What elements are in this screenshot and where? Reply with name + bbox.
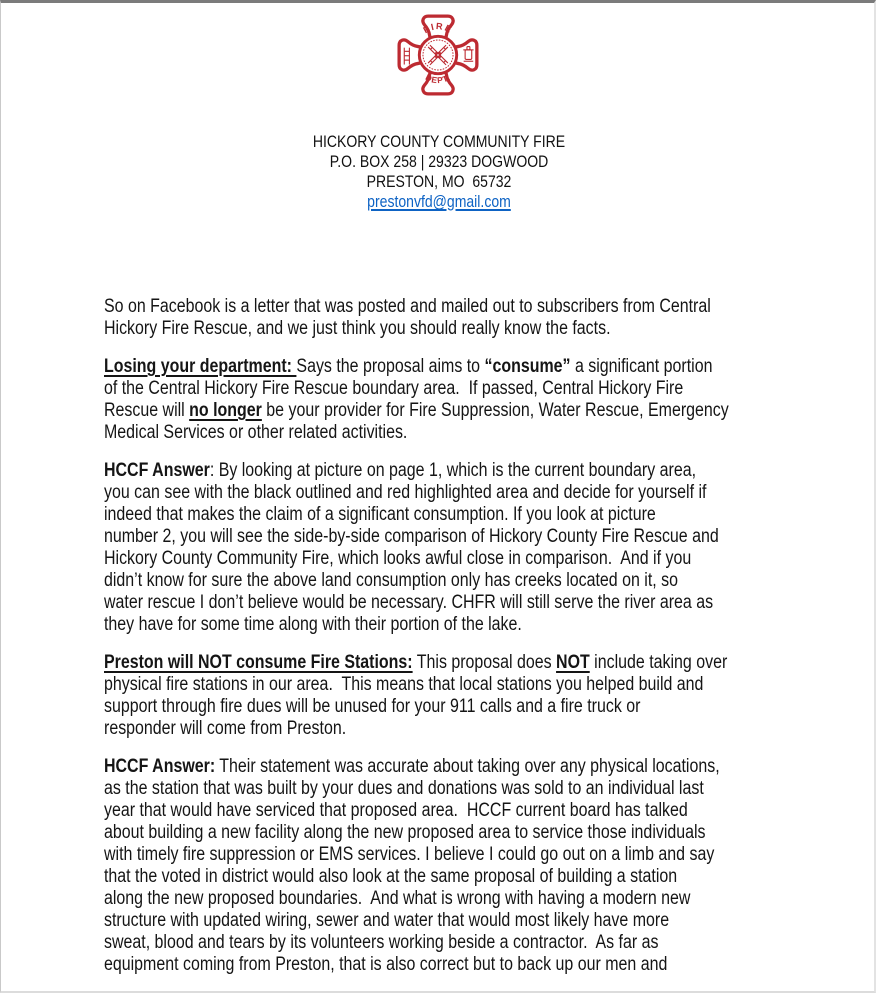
body-text: water rescue I don’t believe would be necessary. CHFR will still serve the river area as (104, 592, 714, 613)
letter-body (104, 296, 784, 992)
fire-dept-logo (394, 11, 482, 99)
text-line (104, 422, 784, 444)
body-text: they have for some time along with their portion of the lake. (104, 614, 522, 635)
body-text: number 2, you will see the side-by-side comparison of Hickory County Fire Rescue and (104, 526, 719, 547)
text-line (104, 778, 784, 800)
emphasis-text: no longer (189, 400, 262, 421)
text-line (104, 400, 784, 422)
body-text: indeed that makes the claim of a significant consumption. If you look at picture (104, 504, 656, 525)
body-text: So on Facebook is a letter that was posted and mailed out to subscribers from Central (104, 296, 711, 317)
text-line (104, 888, 784, 910)
body-text: include taking over (589, 652, 728, 673)
text-line (104, 696, 784, 718)
body-text: about building a new facility along the new proposed area to service those individuals (104, 822, 706, 843)
center-ring (419, 36, 456, 73)
org-name: HICKORY COUNTY COMMUNITY FIRE (312, 133, 566, 151)
text-line (104, 318, 784, 340)
body-text: structure with updated wiring, sewer and water that would most likely have more (104, 910, 670, 931)
body-text: physical fire stations in our area. This means that local stations you helped build and (104, 674, 704, 695)
text-line (104, 548, 784, 570)
text-line (104, 592, 784, 614)
emphasis-text: NOT (556, 652, 590, 673)
text-line (104, 674, 784, 696)
text-line (104, 570, 784, 592)
text-line (104, 614, 784, 636)
body-text: that the voted in district would also look at the same proposal of building a station (104, 866, 678, 887)
text-line (104, 800, 784, 822)
text-line (104, 954, 784, 976)
text-line (104, 844, 784, 866)
body-text: Hickory County Community Fire, which looks awful close in comparison. And if you (104, 548, 692, 569)
logo-fire-text: FIRE (421, 21, 454, 36)
body-text: year that would have serviced that proposed area. HCCF current board has talked (104, 800, 688, 821)
body-text: a significant portion (570, 356, 713, 377)
body-text: Their statement was accurate about taking over any physical locations, (215, 756, 720, 777)
text-line (104, 460, 784, 482)
body-text: Medical Services or other related activities. (104, 422, 408, 443)
emphasis-text: Preston will NOT consume Fire Stations: (104, 652, 413, 673)
body-text: Rescue will (104, 400, 190, 421)
text-line (104, 296, 784, 318)
body-text: with timely fire suppression or EMS services. I believe I could go out on a limb and say (104, 844, 715, 865)
text-line (104, 378, 784, 400)
body-text: responder will come from Preston. (104, 718, 347, 739)
text-line (104, 718, 784, 740)
body-text: Hickory Fire Rescue, and we just think you should really know the facts. (104, 318, 611, 339)
emphasis-text: Losing your department: (104, 356, 297, 377)
text-line (104, 756, 784, 778)
body-text: you can see with the black outlined and red highlighted area and decide for yourself if (104, 482, 707, 503)
body-text: as the station that was built by your dues and donations was sold to an individual last (104, 778, 704, 799)
text-line (104, 866, 784, 888)
email-link[interactable]: prestonvfd@gmail.com (367, 193, 511, 211)
body-text: Says the proposal aims to (296, 356, 485, 377)
paragraph (104, 296, 784, 340)
body-text: equipment coming from Preston, that is also correct but to back up our men and (104, 954, 668, 975)
text-line (104, 482, 784, 504)
city-state-zip: PRESTON, MO 65732 (366, 173, 512, 191)
bold-text: HCCF Answer (104, 460, 210, 481)
bold-text: HCCF Answer: (104, 756, 216, 777)
logo-dept-text: DEPT. (423, 72, 452, 86)
body-text: didn’t know for sure the above land consumption only has creeks located on it, so (104, 570, 679, 591)
text-line (104, 932, 784, 954)
paragraph (104, 652, 784, 740)
paragraph (104, 356, 784, 444)
address-line: P.O. BOX 258 | 29323 DOGWOOD (329, 153, 549, 171)
text-line (104, 822, 784, 844)
body-text: : By looking at picture on page 1, which is the current boundary area, (209, 460, 697, 481)
bold-text: “consume” (484, 356, 571, 377)
letterhead (67, 132, 812, 212)
paragraph (104, 460, 784, 636)
text-line (104, 356, 784, 378)
body-text: This proposal does (412, 652, 557, 673)
text-line (104, 526, 784, 548)
body-text: of the Central Hickory Fire Rescue boundary area. If passed, Central Hickory Fire (104, 378, 684, 399)
body-text: support through fire dues will be unused for your 911 calls and a fire truck or (104, 696, 641, 717)
paragraph (104, 756, 784, 976)
text-line (104, 504, 784, 526)
text-line (104, 652, 784, 674)
body-text: be your provider for Fire Suppression, Water Rescue, Emergency (261, 400, 729, 421)
text-line (104, 910, 784, 932)
body-text: along the new proposed boundaries. And what is wrong with having a modern new (104, 888, 691, 909)
body-text: sweat, blood and tears by its volunteers working beside a contractor. As far as (104, 932, 659, 953)
